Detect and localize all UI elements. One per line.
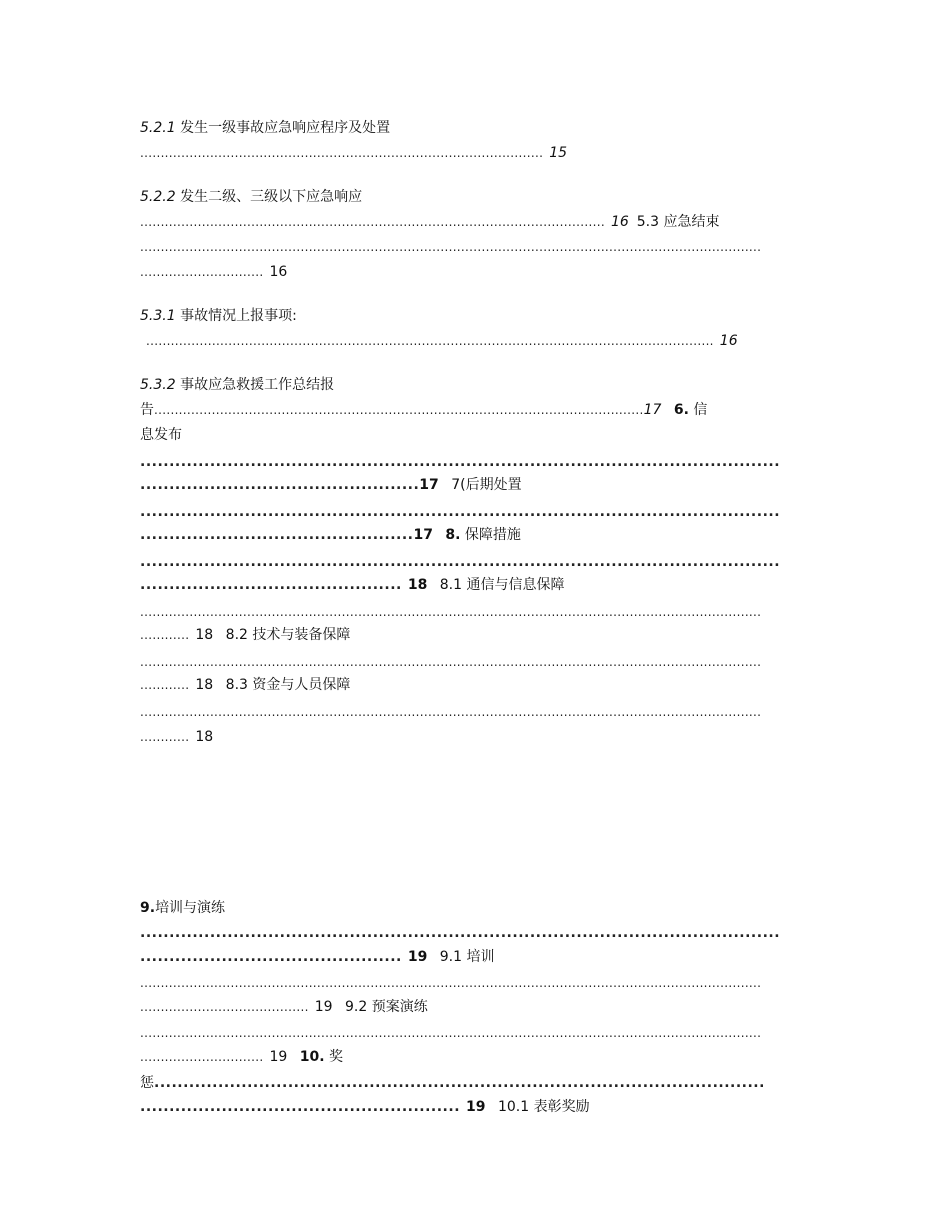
entry-number: 5.3.1 <box>140 308 176 324</box>
leader-dots: .............................................................................................................. <box>140 925 781 941</box>
toc-leader-line <box>140 972 810 994</box>
entry-title: 8.2 技术与装备保障 <box>225 627 351 643</box>
leader-dots: .................................................................................................. <box>140 146 544 160</box>
page-number: 15 <box>549 145 568 161</box>
page-number: 19 <box>269 1049 288 1065</box>
toc-leader-line <box>140 601 810 623</box>
toc-leader-line <box>140 1046 810 1068</box>
page-number: 19 <box>407 949 428 965</box>
leader-dots: ....................................................................................................................................................... <box>140 976 762 990</box>
toc-leader-line <box>140 574 810 596</box>
toc-leader-line <box>140 701 810 723</box>
toc-leader-line <box>140 1022 810 1044</box>
entry-title: 事故应急救援工作总结报 <box>180 377 335 393</box>
leader-dots: ....................................................................................................................... <box>154 403 644 417</box>
toc-entry-5-2-1 <box>140 117 810 139</box>
toc-leader-line <box>140 551 810 573</box>
leader-dots: ....................................................................................................................................................... <box>140 1026 762 1040</box>
toc-leader-line <box>140 211 810 233</box>
toc-leader-line <box>140 726 810 748</box>
leader-dots: ....................................................................................................................................................... <box>140 705 762 719</box>
leader-dots: ............ <box>140 628 190 642</box>
leader-dots: ................................................................................................................. <box>140 215 605 229</box>
entry-title-tail: 告 <box>140 402 154 418</box>
leader-dots: ............ <box>140 678 190 692</box>
entry-number: 5.2.1 <box>140 120 176 136</box>
toc-leader-line <box>140 142 810 164</box>
entry-title: 事故情况上报事项: <box>180 308 297 324</box>
leader-dots: ............................................... <box>140 527 414 543</box>
entry-number: 8. <box>445 527 461 543</box>
leader-dots: ............................................. <box>140 577 402 593</box>
toc-entry-5-2-2 <box>140 186 810 208</box>
toc-entry-5-3-2 <box>140 374 810 396</box>
toc-leader-line <box>140 946 810 968</box>
leader-dots: .............................................................................................................. <box>140 504 781 520</box>
entry-title: 5.3 应急结束 <box>636 214 720 230</box>
entry-title: 发生二级、三级以下应急响应 <box>180 189 363 205</box>
leader-dots: ....................................................................................................................................................... <box>140 240 762 254</box>
page-number: 16 <box>269 264 288 280</box>
toc-leader-line <box>140 399 810 421</box>
entry-title: 9.2 预案演练 <box>344 999 428 1015</box>
page-number: 16 <box>610 214 629 230</box>
leader-dots: .............................. <box>140 265 264 279</box>
toc-leader-line <box>140 451 810 473</box>
entry-title: 发生一级事故应急响应程序及处置 <box>180 120 391 136</box>
page-number: 16 <box>719 333 738 349</box>
leader-dots: ............ <box>140 730 190 744</box>
toc-leader-line <box>140 261 810 283</box>
toc-leader-line <box>140 236 810 258</box>
page-number: 19 <box>466 1099 486 1115</box>
entry-title: 培训与演练 <box>155 900 226 916</box>
entry-number: 9. <box>140 900 156 916</box>
entry-title: 奖 <box>328 1049 343 1065</box>
leader-dots: ....................................................................................................................................................... <box>140 655 762 669</box>
toc-entry-5-3-1 <box>140 305 810 327</box>
entry-title: 8.3 资金与人员保障 <box>225 677 351 693</box>
toc-leader-line <box>140 1096 810 1118</box>
toc-leader-line <box>140 922 810 944</box>
leader-dots: ....................................................... <box>140 1099 461 1115</box>
toc-leader-line <box>140 996 810 1018</box>
page-number: 19 <box>314 999 333 1015</box>
toc-entry-6 <box>140 424 810 446</box>
page-number: 17 <box>419 477 439 493</box>
entry-title: 惩 <box>140 1075 154 1091</box>
toc-leader-line <box>140 474 810 496</box>
toc-leader-line <box>140 624 810 646</box>
leader-dots: ......................................... <box>140 1000 309 1014</box>
entry-title: 9.1 培训 <box>439 949 495 965</box>
leader-dots: ......................................................................................................... <box>154 1075 765 1091</box>
entry-title: 8.1 通信与信息保障 <box>439 577 565 593</box>
entry-number: 6. <box>673 402 689 418</box>
leader-dots: .............................. <box>140 1050 264 1064</box>
leader-dots: .............................................................................................................. <box>140 554 781 570</box>
toc-leader-line <box>140 330 810 352</box>
entry-title: 息发布 <box>140 427 182 443</box>
toc-leader-line <box>140 524 810 546</box>
leader-dots: .......................................................................................................................................... <box>146 334 714 348</box>
entry-title: 保障措施 <box>464 527 521 543</box>
page-number: 18 <box>407 577 428 593</box>
leader-dots: ....................................................................................................................................................... <box>140 605 762 619</box>
entry-number: 5.2.2 <box>140 189 176 205</box>
page-number: 17 <box>643 402 662 418</box>
entry-number: 10. <box>299 1049 325 1065</box>
toc-leader-line <box>140 651 810 673</box>
toc-entry-9 <box>140 897 810 919</box>
page-number: 18 <box>195 729 214 745</box>
page-number: 18 <box>195 627 214 643</box>
entry-title: 10.1 表彰奖励 <box>497 1099 590 1115</box>
toc-leader-line <box>140 501 810 523</box>
leader-dots: .............................................................................................................. <box>140 454 781 470</box>
entry-number: 5.3.2 <box>140 377 176 393</box>
entry-title: 信 <box>693 402 708 418</box>
page-number: 18 <box>195 677 214 693</box>
page-number: 17 <box>413 527 433 543</box>
leader-dots: ................................................ <box>140 477 420 493</box>
entry-title: 7(后期处置 <box>451 477 522 493</box>
toc-leader-line <box>140 674 810 696</box>
toc-entry-10 <box>140 1072 810 1094</box>
leader-dots: ............................................. <box>140 949 402 965</box>
